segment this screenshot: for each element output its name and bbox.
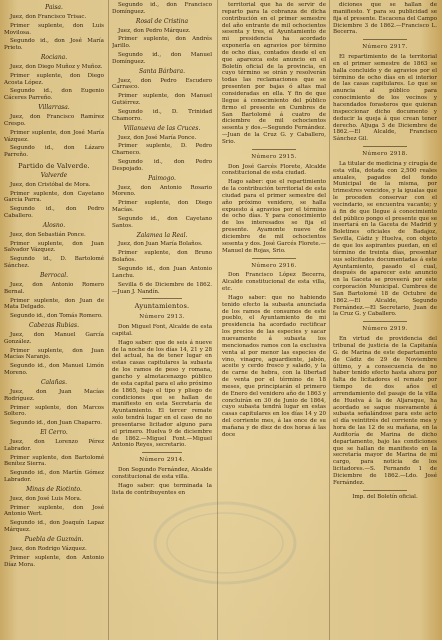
section-heading: Rociana. xyxy=(40,54,68,62)
notice-number: Número 2916. xyxy=(251,262,297,269)
paragraph: Primer suplente, don Antonio Díaz Mora. xyxy=(4,554,104,568)
paragraph: Hago saber: que terminada la lista de contribuyentes en xyxy=(112,482,212,496)
paragraph: Don José Garcés Florete, Alcalde constitucional de esta ciudad. xyxy=(222,163,326,177)
section-heading: Puebla de Guzmán. xyxy=(24,536,84,543)
notice-number: Número 2915. xyxy=(251,153,297,160)
section-heading: Santa Bárbara. xyxy=(138,67,186,75)
separator-rule xyxy=(363,321,407,322)
separator-rule xyxy=(252,258,296,259)
notice-number: Número 2914. xyxy=(139,457,185,464)
separator-rule xyxy=(363,39,407,40)
text-column-2 xyxy=(112,2,212,638)
paragraph: Segundo id., don Juan Chaparro. xyxy=(10,420,103,427)
paragraph: Hago saber: que de seis á nueve de la noche de los días 14, 21 y 28 del actual, ha de tener lugar en estas casas capitulares la subasta de los ramos de peso y romana, gancho y almotacenazgo público de esta capital para el año próximo de 1865, bajo el tipo y pliego de condiciones que se hallan de manifiesto en esta Secretaría de Ayuntamiento. El tercer remate solo tendrá lugar en el caso de no presentarse licitador alguno para el primero. Huelva 9 de diciembre de 1862.—Miguel Font.—Miguel Antonio Reyes, secretario. xyxy=(112,339,212,449)
section-title: Ayuntamientos. xyxy=(134,302,190,311)
paragraph: Segundo id., don Manuel Limón Moreno. xyxy=(4,363,104,377)
section-heading: El Cerro. xyxy=(40,429,68,437)
paragraph: Primer suplente, don Juan Salvador Vázquez. xyxy=(4,240,104,254)
paragraph: Primer suplente, don Diego Macías. xyxy=(112,200,212,214)
paragraph: Primer suplente, don Bartolomé Benítez Sierra. xyxy=(4,454,104,468)
paragraph: Segundo id., don Eugenio Cáceres Parreño. xyxy=(4,88,104,102)
paragraph: Juez, don Antonio Rosario Moreno. xyxy=(112,184,212,198)
paragraph: Segundo id., D. Bartolomé Sánchez. xyxy=(4,256,104,270)
notice-number: Número 2913. xyxy=(139,314,185,321)
paragraph: Juez, don Pedro Escudero Carrasco. xyxy=(112,77,212,91)
paragraph: Juez, don Antonio Romero Bernal. xyxy=(4,281,104,295)
paragraph: Segundo id., don Joaquín Lapaz Márquez. xyxy=(4,520,104,534)
paragraph: Primer suplente, don Bruno Bolaños. xyxy=(112,250,212,264)
notice-number: Número 2917. xyxy=(362,44,408,51)
paragraph: Juez, don Sebastián Ponce. xyxy=(10,231,86,238)
paragraph: Primer suplente, don Diego Acosta López. xyxy=(4,72,104,86)
paragraph: Juez, don Cristóbal de Mora. xyxy=(10,181,91,188)
section-heading: Paisa. xyxy=(45,4,63,11)
notice-number: Número 2918. xyxy=(362,151,408,158)
paragraph: Primer suplente, don Manuel Gutiérrez. xyxy=(112,93,212,107)
paragraph: Juez, don José María Ponce. xyxy=(118,134,197,141)
paragraph: Segundo id., don Pedro Despojado. xyxy=(112,159,212,172)
paragraph: Primer suplente, don Juan Macías Naranjo. xyxy=(4,347,104,361)
paragraph: Segundo id., don Pedro Caballero. xyxy=(4,206,104,220)
section-heading: Calañas. xyxy=(40,378,68,386)
column-rule xyxy=(329,0,330,640)
paragraph: diciones que se hallan de manifiesto. Y para su publicidad se fija el presente. Escacena del Campo Diciembre 3 de 1862.—Francisco L. Becerra. xyxy=(333,2,437,36)
section-heading: Minas de Riotinto. xyxy=(26,485,82,493)
paragraph: Segundo id., don Tomás Romero. xyxy=(10,313,103,320)
text-column-3 xyxy=(222,2,326,638)
section-heading: Villanueva de las Cruces. xyxy=(123,124,201,132)
paragraph: Don Segundo Fernández, Alcalde constitucional de esta villa. xyxy=(112,467,212,480)
paragraph: Juez, don Francisco Trisac. xyxy=(10,13,87,20)
text-column-1 xyxy=(4,2,104,638)
paragraph: Segundo id., don Manuel Domínguez. xyxy=(112,52,212,65)
section-title: Partido de Valverde. xyxy=(18,162,90,171)
paragraph: Juez, don Francisco Ramírez Crespo. xyxy=(4,113,104,127)
section-heading: Valverde xyxy=(40,171,68,179)
separator-rule xyxy=(142,298,182,299)
section-heading: Paimogo. xyxy=(148,174,176,182)
separator-rule xyxy=(363,490,407,491)
paragraph: Primer suplente, don José Antonio Wert. xyxy=(4,504,104,518)
section-heading: Berrocal. xyxy=(39,272,69,279)
column-rule xyxy=(108,0,109,640)
section-heading: Zalamea la Real. xyxy=(136,231,188,239)
section-heading: Rosal de Cristina xyxy=(135,17,189,25)
paragraph: La titular de medicina y cirugía de esta villa, dotada con 2,500 reales anuales, pagados del fondo Municipal de la misma, por trimestres vencidos, y la igualas que le proceden conservar con el vecindario, se encuentra vacante; y á fin de que llegue á conocimiento del público pongo el presente que se insertará en la Gaceta de Madrid y Boletines oficiales de Badajoz, Sevilla, Cádiz y Huelva, con objeto de que los aspirantes puedan, en el término de treinta días, presentar sus solicitudes documentadas á este Ayuntamiento, pasado el cual, después de aparecer este anuncio en la Gaceta se proveerá por este corporación Municipal. Cumbres de San Bartolomé 18 de Octubre de 1862.—El Alcalde, Segundo Fernández.—El Secretario, Juan de la Cruz G. y Caballero. xyxy=(333,160,437,318)
paragraph: Primer suplente, don José María Vázquez. xyxy=(4,129,104,143)
column-rule xyxy=(217,0,218,640)
notice-number: Número 2919. xyxy=(362,326,408,333)
paragraph: Juez, don Diego Muñoz y Muñoz. xyxy=(10,63,103,70)
paragraph: Hago saber: que el repartimiento de la contribución territorial de esta ciudad para el primer semestre del año próximo venidero, se halla expuesto á agravios por el término de ocho días. Y para conocimiento de los interesados se fija el presente. Ayamonte nueve de diciembre de mil ochocientos sesenta y dos. José Garcés Florete.—Manuel de Rojas, Srio. xyxy=(222,179,326,254)
paragraph: Juez, don José Luis Mora. xyxy=(10,495,82,502)
paragraph: Segundo id., don Martín Gómez Labrador. xyxy=(4,470,104,484)
paragraph: Juez, don Pedro Márquez. xyxy=(118,27,191,34)
paragraph: En virtud de providencia del tribunal de justicia de la Capitanía G. de Marina de este departamento de Cádiz de 29 de Noviembre último, y a consecuencia de no haber tenido efecto hasta ahora por falta de licitadores el remate por tiempo de dos años el arrendamiento del pasaje de la villa de Huelva á la de Aljaraque, ha acordado se saque nuevamente á subasta señalándose para este acto el día veintitrés del corriente mes y hora de las 12 de su mañana, en la Auditoría de Marina de dicho departamento, bajo las condiciones que se hallan de manifiesto en la secretaría mayor de Marina de mi cargo, para noticia de los licitadores.—S. Fernando 1 de Diciembre de 1862.—Ldo. José Fernández. xyxy=(333,336,437,486)
paragraph: Primer suplente, don Luis Movilosa. xyxy=(4,22,104,36)
paragraph: Juez, don Lorenzo Pérez Labrador. xyxy=(4,438,104,452)
paragraph: Primer suplente, don Andrés Jarillo. xyxy=(112,36,212,50)
paragraph: Segundo id., don Francisco Domínguez. xyxy=(112,2,212,15)
paragraph: Primer suplente, D. Pedro Charneco. xyxy=(112,143,212,157)
paragraph: Segundo id., don Cayetano Santos. xyxy=(112,215,212,229)
paragraph: Hago saber: que no habiendo tenido efecto la subasta anunciada de los ramos de consumos de este pueblo, el Ayuntamiento de mi presidencia ha acordado rectificar los precios de las especies y sacar nuevamente á subasta los mencionados ramos con la exclusiva venta al por menor las especies de vino, vinagre, aguardiente, jabón, aceite y cerdo fresco y salado, y la de carne de hebra, con la libertad de venta por el término de 18 meses, que principiarán el primero de Enero del venidero año de 1863 y concluirán en 30 de Junio de 1864, cuyo subasta tendrá lugar en estas casas capitulares en los días 14 y 20 del corriente mes, á las once de su mañana y de diez de dos horas á las doce xyxy=(222,294,326,438)
paragraph: El repartimiento de la territorial en el primer semestre de 1863 se halla concluido y de agravios por el término de ocho días en el interior de las casas capitulares. Lo que se anuncia al público para conocimiento de los vecinos y hacendados forasteros que quieran inspeccionar dicho documento y deducir la queja á que crean tener derecho. Aljuga 3 de Diciembre de 1862.—El Alcalde, Francisco Sánchez Gil. xyxy=(333,54,437,143)
paragraph: Juez, don Rodrigo Vázquez. xyxy=(10,545,87,552)
separator-rule xyxy=(142,452,182,453)
separator-rule xyxy=(252,149,296,150)
paragraph: Primer suplente, don Juan de Mata Delgado. xyxy=(4,297,104,311)
paragraph: Don Francisco López Becerra, Alcalde constitucional de esta villa, etc. xyxy=(222,272,326,293)
paragraph: Juez, don Manuel García González. xyxy=(4,331,104,345)
paragraph: Juez, don Juan Macías Rodríguez. xyxy=(4,388,104,402)
paragraph: Primer suplente, don Cayetano García Parra. xyxy=(4,190,104,204)
section-heading: Alosno. xyxy=(42,221,66,229)
text-column-4 xyxy=(333,2,437,638)
paragraph: Primer suplente, don Marcos Soltero. xyxy=(4,404,104,418)
paragraph: Juez, don Juan María Bolaños. xyxy=(118,241,203,248)
paragraph: territorial que ha de servir de reparto para la cobranza de dicha contribución en el primer semestre del año entrante de mil ochocientos sesenta y tres, el Ayuntamiento de mi presidencia ha acordado exponerla en agravios por término de ocho días, contados desde el en que aparezca este anuncio en el Boletín oficial de la provincia, en cuyo término se oirán y resolverán todas las reclamaciones que se presenten por bajas ó altas mal consideradas en ella. Y fin de que llegue á conocimiento del público firmo el presente en Cumbres de San Bartolomé á cuatro de diciembre de mil ochocientos sesenta y dos.—Segundo Fernández.—Juan de la Cruz G. y Caballero, Srio. xyxy=(222,2,326,145)
section-heading: Cabezas Rubias. xyxy=(29,322,79,330)
separator-rule xyxy=(363,146,407,147)
paragraph: Segundo id., don Lázaro Parreño. xyxy=(4,145,104,159)
paragraph: Segundo id., don Juan Antonio Lanchu. xyxy=(112,266,212,279)
paragraph: Segundo id., don José María Prieto. xyxy=(4,38,104,52)
section-heading: Villarrasa. xyxy=(38,104,70,112)
printer-line: Imp. del Boletín oficial. xyxy=(352,493,418,500)
paragraph: Sevilla 6 de Diciembre de 1862.—Juan J. Nandín. xyxy=(112,281,212,295)
paragraph: Segundo id., D. Trinidad Chamorro. xyxy=(112,108,212,122)
paragraph: Don Miguel Font, Alcalde de esta capital. xyxy=(112,324,212,337)
